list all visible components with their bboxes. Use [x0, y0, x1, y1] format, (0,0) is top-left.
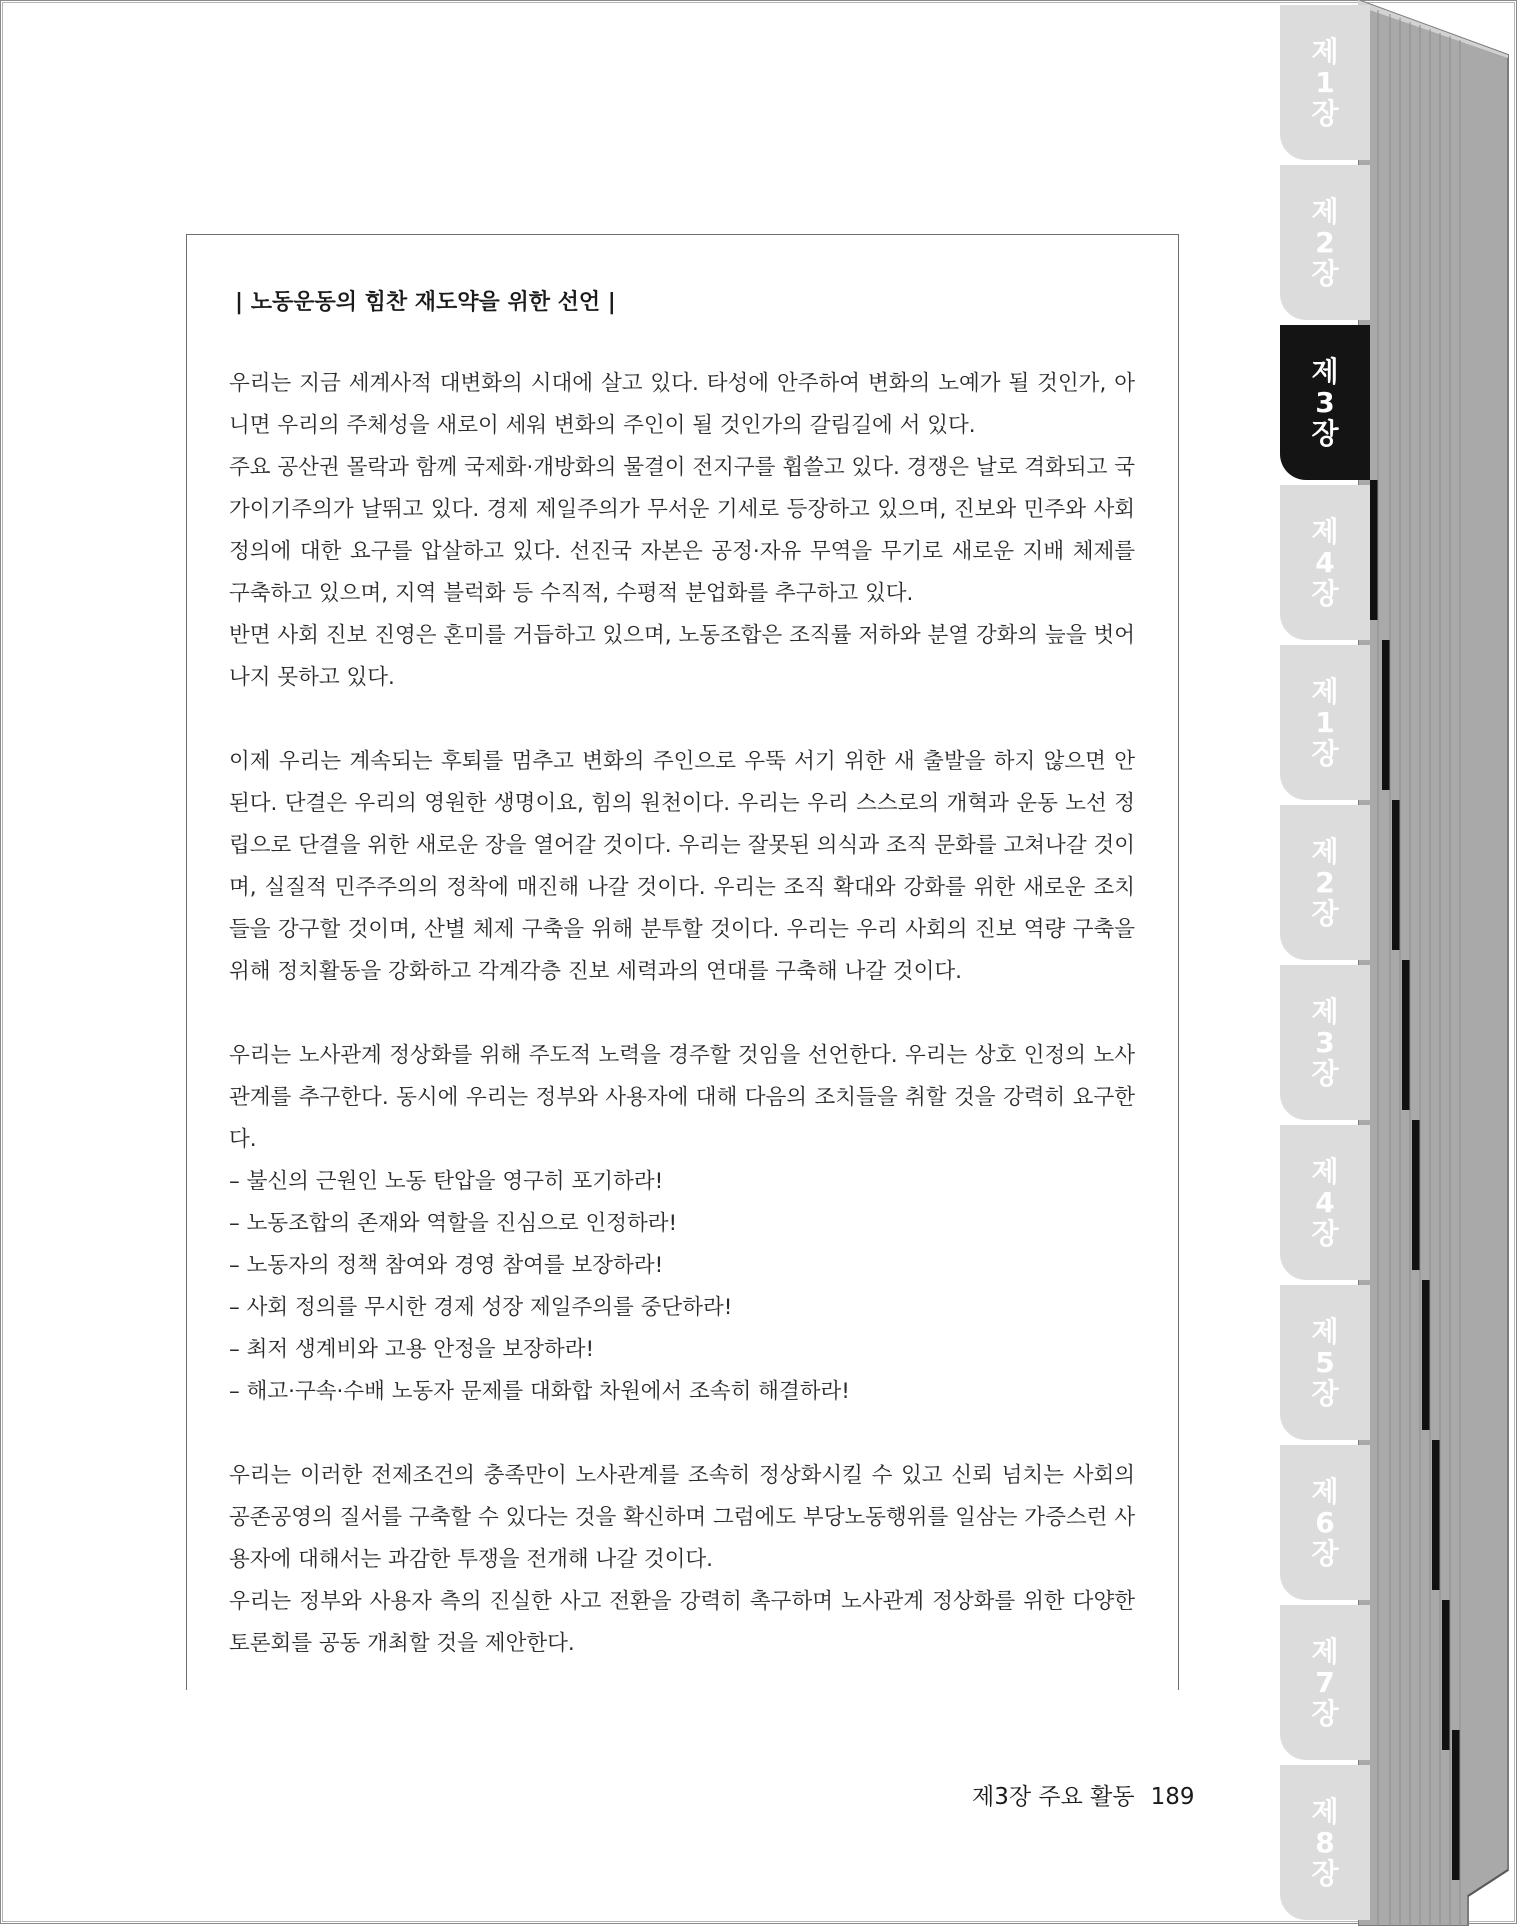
chapter-tab-4[interactable] — [1280, 485, 1370, 640]
chapter-tab-char: 7 — [1315, 1666, 1335, 1699]
paragraph: 반면 사회 진보 진영은 혼미를 거듭하고 있으며, 노동조합은 조직률 저하와 분열 강화의 늪을 벗어나지 못하고 있다. — [229, 623, 1135, 690]
declaration-title: | 노동운동의 힘찬 재도약을 위한 선언 | — [235, 290, 616, 315]
chapter-tabs — [1280, 0, 1370, 1926]
chapter-tab-char: 장 — [1311, 737, 1339, 770]
chapter-tab-char: 제 — [1311, 1315, 1339, 1348]
chapter-tab-6[interactable] — [1280, 805, 1370, 960]
chapter-tab-char: 제 — [1311, 995, 1339, 1028]
chapter-tab-char: 장 — [1311, 897, 1339, 930]
paragraph: 우리는 지금 세계사적 대변화의 시대에 살고 있다. 타성에 안주하여 변화의 노예가 될 것인가, 아니면 우리의 주체성을 새로이 세워 변화의 주인이 될 것인가의 갈림길에 서 있다. — [229, 371, 1135, 438]
paragraph-gap — [229, 699, 1135, 741]
paragraph-gap — [229, 1413, 1135, 1455]
paragraph: 우리는 이러한 전제조건의 충족만이 노사관계를 조속히 정상화시킬 수 있고 신뢰 넘치는 사회의 공존공영의 질서를 구축할 수 있다는 것을 확신하며 그럼에도 부당노동행위를 일삼는 가증스런 사용자에 대해서는 과감한 투쟁을 전개해 나갈 것이다. — [229, 1463, 1135, 1572]
chapter-tab-12[interactable] — [1280, 1765, 1370, 1920]
chapter-tab-2[interactable] — [1280, 165, 1370, 320]
demand-item: – 노동조합의 존재와 역할을 진심으로 인정하라! — [229, 1211, 678, 1236]
chapter-tab-char: 1 — [1315, 66, 1335, 99]
chapter-tab-5[interactable] — [1280, 645, 1370, 800]
demand-item: – 최저 생계비와 고용 안정을 보장하라! — [229, 1337, 595, 1362]
chapter-tab-char: 장 — [1311, 1377, 1339, 1410]
chapter-tab-11[interactable] — [1280, 1605, 1370, 1760]
chapter-tab-char: 제 — [1311, 35, 1339, 68]
chapter-tab-8[interactable] — [1280, 1125, 1370, 1280]
paragraph-gap — [229, 993, 1135, 1035]
paragraph: 우리는 정부와 사용자 측의 진실한 사고 전환을 강력히 촉구하며 노사관계 정상화를 위한 다양한 토론회를 공동 개최할 것을 제안한다. — [229, 1589, 1135, 1656]
chapter-tab-char: 3 — [1315, 1026, 1335, 1059]
chapter-tab-char: 6 — [1315, 1506, 1335, 1539]
book-page-edge — [1358, 0, 1519, 1926]
chapter-tab-char: 제 — [1311, 355, 1339, 388]
chapter-tab-char: 2 — [1315, 226, 1335, 259]
chapter-tab-char: 3 — [1315, 386, 1335, 419]
chapter-tab-char: 제 — [1311, 1155, 1339, 1188]
chapter-tab-char: 장 — [1311, 97, 1339, 130]
chapter-tab-char: 장 — [1311, 257, 1339, 290]
paragraph: 주요 공산권 몰락과 함께 국제화·개방화의 물결이 전지구를 휩쓸고 있다. 경쟁은 날로 격화되고 국가이기주의가 날뛰고 있다. 경제 제일주의가 무서운 기세로 등장하고 있으며, 진보와 민주와 사회 정의에 대한 요구를 압살하고 있다. 선진국 자본은 공정·자유 무역을 무기로 새로운 지배 체제를 구축하고 있으며, 지역 블럭화 등 수직적, 수평적 분업화를 추구하고 있다. — [229, 455, 1135, 606]
chapter-tab-10[interactable] — [1280, 1445, 1370, 1600]
demand-item: – 사회 정의를 무시한 경제 성장 제일주의를 중단하라! — [229, 1295, 733, 1320]
demand-item: – 불신의 근원인 노동 탄압을 영구히 포기하라! — [229, 1169, 664, 1194]
declaration-box — [186, 234, 1179, 1690]
chapter-tab-char: 4 — [1315, 1186, 1335, 1219]
chapter-tab-char: 1 — [1315, 706, 1335, 739]
chapter-tab-9[interactable] — [1280, 1285, 1370, 1440]
chapter-tab-char: 장 — [1311, 1697, 1339, 1730]
declaration-body — [229, 363, 1135, 1665]
chapter-tab-char: 제 — [1311, 1795, 1339, 1828]
chapter-tab-char: 장 — [1311, 417, 1339, 450]
demand-item: – 해고·구속·수배 노동자 문제를 대화합 차원에서 조속히 해결하라! — [229, 1379, 850, 1404]
chapter-tab-char: 장 — [1311, 1057, 1339, 1090]
chapter-tab-char: 2 — [1315, 866, 1335, 899]
chapter-tab-char: 5 — [1315, 1346, 1335, 1379]
chapter-tab-char: 장 — [1311, 577, 1339, 610]
demand-item: – 노동자의 정책 참여와 경영 참여를 보장하라! — [229, 1253, 664, 1278]
chapter-tab-char: 제 — [1311, 835, 1339, 868]
page-footer — [972, 1778, 1195, 1811]
chapter-tab-3[interactable] — [1280, 325, 1370, 480]
chapter-tab-char: 제 — [1311, 1635, 1339, 1668]
chapter-tab-char: 제 — [1311, 515, 1339, 548]
chapter-tab-char: 8 — [1315, 1826, 1335, 1859]
chapter-tab-char: 제 — [1311, 1475, 1339, 1508]
chapter-tab-1[interactable] — [1280, 5, 1370, 160]
page-number: 189 — [1150, 1784, 1195, 1810]
chapter-tab-char: 4 — [1315, 546, 1335, 579]
chapter-tab-char: 장 — [1311, 1537, 1339, 1570]
chapter-tab-char: 장 — [1311, 1217, 1339, 1250]
chapter-tab-7[interactable] — [1280, 965, 1370, 1120]
paragraph: 이제 우리는 계속되는 후퇴를 멈추고 변화의 주인으로 우뚝 서기 위한 새 출발을 하지 않으면 안 된다. 단결은 우리의 영원한 생명이요, 힘의 원천이다. 우리는 우리 스스로의 개혁과 운동 노선 정립으로 단결을 위한 새로운 장을 열어갈 것이다. 우리는 잘못된 의식과 조직 문화를 고쳐나갈 것이며, 실질적 민주주의의 정착에 매진해 나갈 것이다. 우리는 조직 확대와 강화를 위한 새로운 조치들을 강구할 것이며, 산별 체제 구축을 위해 분투할 것이다. 우리는 우리 사회의 진보 역량 구축을 위해 정치활동을 강화하고 각계각층 진보 세력과의 연대를 구축해 나갈 것이다. — [229, 749, 1135, 984]
paragraph: 우리는 노사관계 정상화를 위해 주도적 노력을 경주할 것임을 선언한다. 우리는 상호 인정의 노사관계를 추구한다. 동시에 우리는 정부와 사용자에 대해 다음의 조치들을 취할 것을 강력히 요구한다. — [229, 1043, 1135, 1152]
chapter-tab-char: 제 — [1311, 195, 1339, 228]
chapter-tab-char: 장 — [1311, 1857, 1339, 1890]
chapter-tab-char: 제 — [1311, 675, 1339, 708]
footer-chapter-label: 제3장 주요 활동 — [972, 1784, 1135, 1810]
